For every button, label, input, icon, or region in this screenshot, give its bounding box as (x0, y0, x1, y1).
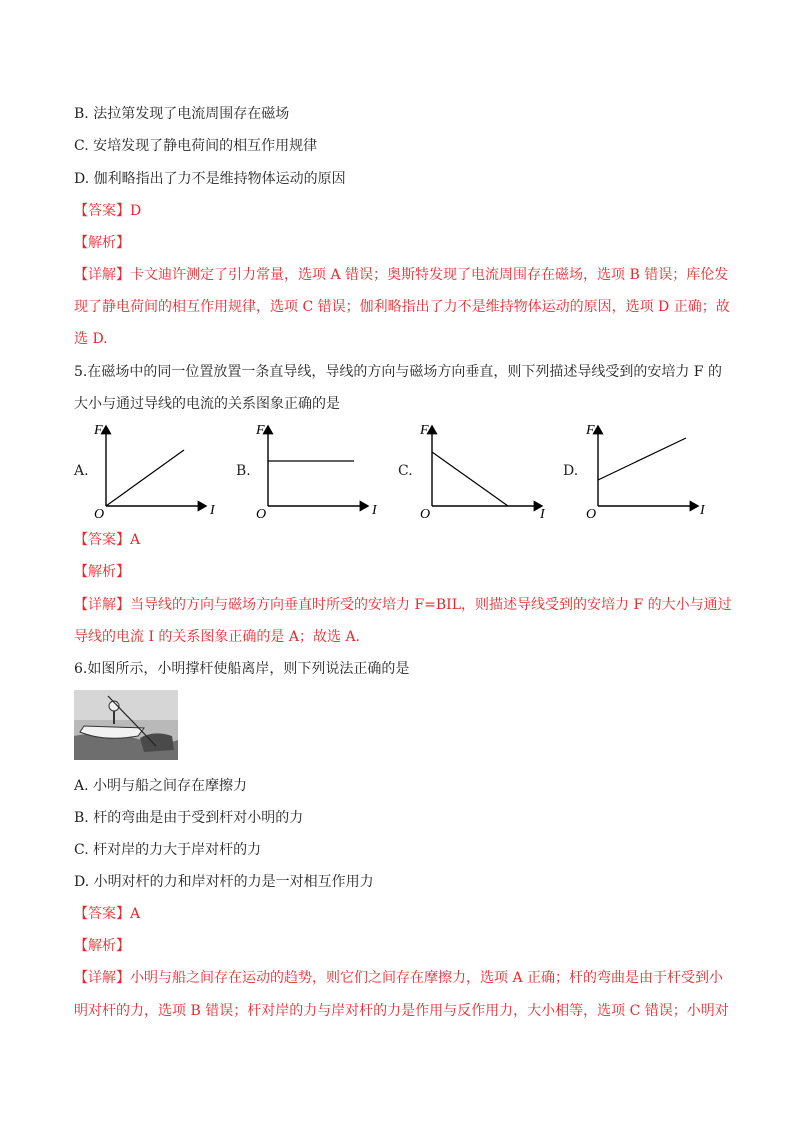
q6-option-d: D. 小明对杆的力和岸对杆的力是一对相互作用力 (74, 874, 374, 890)
graph-a-f-label: F (94, 423, 103, 438)
graph-c-i-label: I (540, 507, 545, 520)
q4-answer: 【答案】D (74, 203, 142, 219)
graph-c-label: C. (398, 463, 413, 479)
graph-c (414, 418, 554, 520)
graph-d-i-label: I (700, 503, 705, 518)
q5-detail-line-2: 导线的电流 I 的关系图象正确的是 A；故选 A. (74, 629, 361, 645)
q5-analysis-label: 【解析】 (74, 564, 130, 580)
q4-detail-line-3: 选 D. (74, 331, 108, 347)
graph-d (582, 418, 722, 520)
graph-b-origin: O (256, 507, 267, 520)
q4-analysis-label: 【解析】 (74, 235, 130, 251)
graph-c-curve (432, 452, 508, 506)
q6-answer: 【答案】A (74, 906, 141, 922)
q6-detail-line-2: 明对杆的力，选项 B 错误；杆对岸的力与岸对杆的力是作用与反作用力，大小相等，选项 C 错误；小明对 (74, 1003, 729, 1019)
graph-b-i-label: I (372, 503, 377, 518)
graph-a (88, 418, 228, 520)
graph-a-origin: O (94, 507, 105, 520)
q6-detail-line-1: 【详解】小明与船之间存在运动的趋势，则它们之间存在摩擦力，选项 A 正确；杆的弯曲是由于杆受到小 (74, 970, 724, 986)
graph-a-curve (106, 450, 184, 506)
boat-illustration (74, 690, 178, 760)
graph-a-i-label: I (210, 503, 215, 518)
q4-option-d: D. 伽利略指出了力不是维持物体运动的原因 (74, 171, 346, 187)
graph-a-label: A. (74, 463, 89, 479)
q4-detail-line-1: 【详解】卡文迪许测定了引力常量，选项 A 错误；奥斯特发现了电流周围存在磁场，选项 B 错误；库伦发 (74, 267, 729, 283)
q4-detail-line-2: 现了静电荷间的相互作用规律，选项 C 错误；伽利略指出了力不是维持物体运动的原因，选项 D 正确；故 (74, 299, 730, 315)
graph-d-origin: O (586, 507, 597, 520)
graph-b-label: B. (236, 463, 251, 479)
q4-option-c: C. 安培发现了静电荷间的相互作用规律 (74, 138, 318, 154)
q5-detail-line-1: 【详解】当导线的方向与磁场方向垂直时所受的安培力 F=BIL，则描述导线受到的安培力 F 的大小与通过 (74, 597, 732, 613)
q5-answer: 【答案】A (74, 532, 141, 548)
q6-stem: 6.如图所示，小明撑杆使船离岸，则下列说法正确的是 (74, 661, 410, 677)
graph-d-f-label: F (586, 423, 595, 438)
q4-option-b: B. 法拉第发现了电流周围存在磁场 (74, 106, 290, 122)
graph-b (250, 418, 390, 520)
graph-c-f-label: F (420, 423, 429, 438)
graph-d-label: D. (563, 463, 579, 479)
q6-option-b: B. 杆的弯曲是由于受到杆对小明的力 (74, 810, 304, 826)
q5-stem-line-1: 5.在磁场中的同一位置放置一条直导线，导线的方向与磁场方向垂直，则下列描述导线受到的安培力 F 的 (74, 364, 722, 380)
graph-b-f-label: F (256, 423, 265, 438)
graph-d-curve (598, 438, 686, 480)
q5-stem-line-2: 大小与通过导线的电流的关系图象正确的是 (74, 396, 340, 412)
q6-option-a: A. 小明与船之间存在摩擦力 (74, 778, 248, 794)
q6-option-c: C. 杆对岸的力大于岸对杆的力 (74, 842, 262, 858)
graph-c-origin: O (420, 507, 431, 520)
q6-analysis-label: 【解析】 (74, 938, 130, 954)
